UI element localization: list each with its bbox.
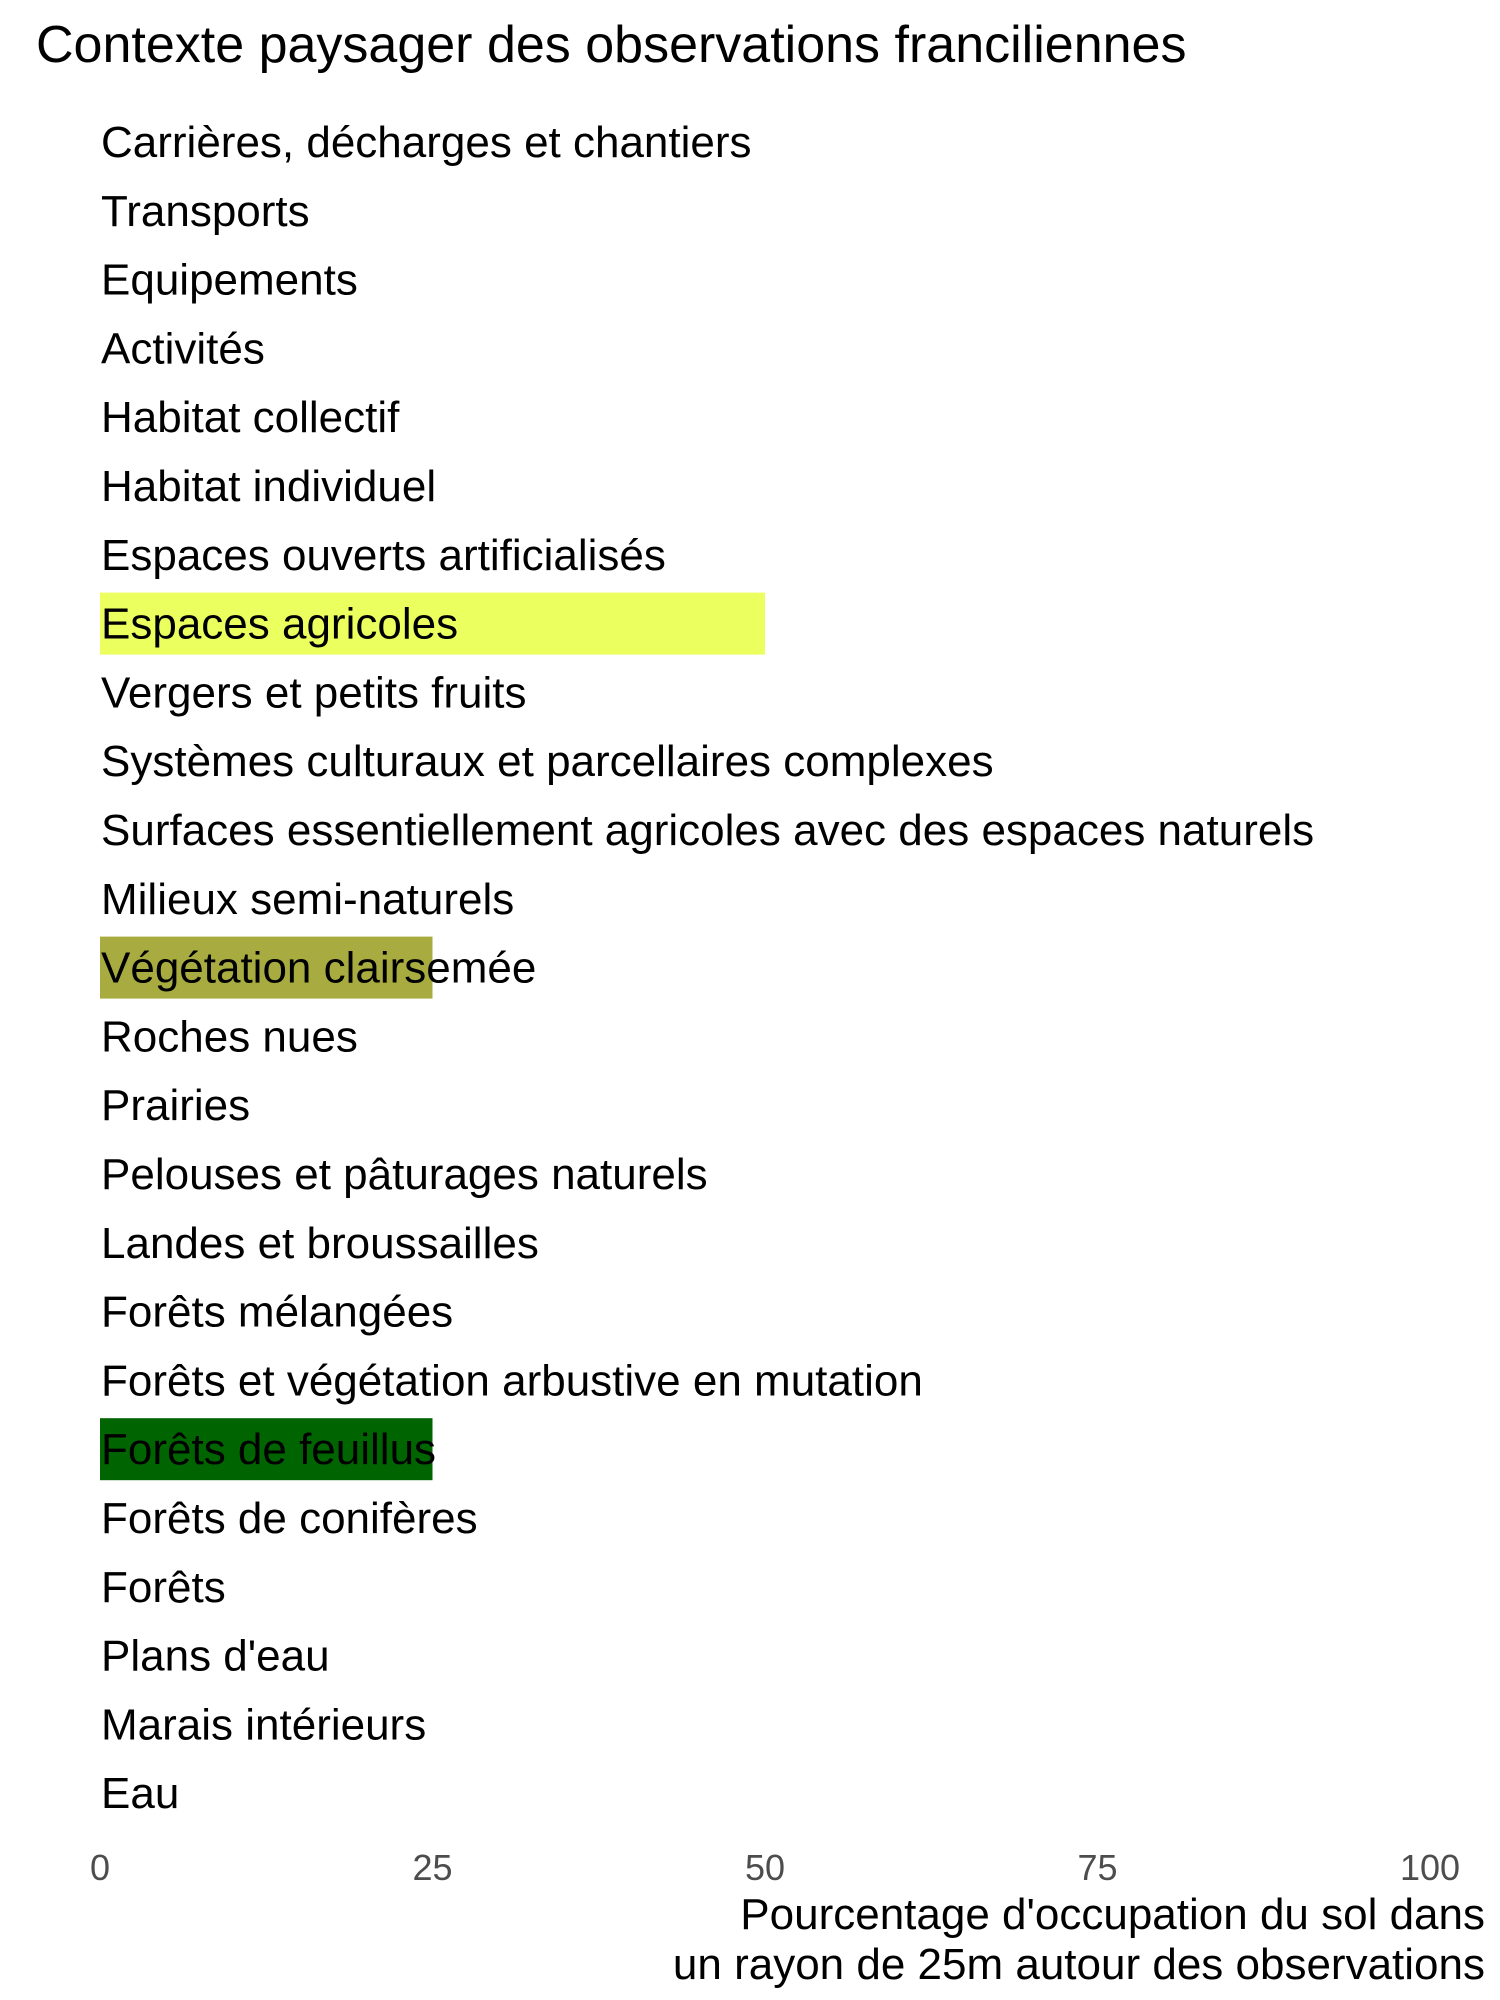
x-tick-label: 50 [744, 1847, 786, 1888]
x-axis-ticks [90, 1847, 1460, 1888]
category-label: Surfaces essentiellement agricoles avec des espaces naturels [101, 806, 1315, 855]
x-tick-label: 0 [89, 1847, 111, 1888]
category-label: Forêts de conifères [101, 1494, 478, 1543]
category-label: Prairies [101, 1081, 251, 1131]
category-label: Pelouses et pâturages naturels [101, 1150, 708, 1199]
category-label: Equipements [101, 255, 358, 305]
category-label: Plans d'eau [101, 1631, 330, 1681]
category-label: Milieux semi-naturels [101, 874, 515, 924]
category-label: Forêts et végétation arbustive en mutation [101, 1356, 923, 1406]
category-label: Forêts [101, 1562, 226, 1612]
category-label: Marais intérieurs [101, 1700, 427, 1750]
category-label: Espaces ouverts artificialisés [101, 530, 666, 580]
x-tick-label: 100 [1399, 1847, 1461, 1888]
x-tick-label: 25 [412, 1847, 453, 1888]
category-label: Habitat collectif [101, 393, 400, 443]
category-labels [101, 118, 1314, 1818]
chart-title: Contexte paysager des observations franciliennes [36, 16, 1187, 74]
x-axis-title-line-2: un rayon de 25m autour des observations [672, 1940, 1485, 1989]
category-label: Landes et broussailles [101, 1218, 539, 1268]
category-label: Carrières, décharges et chantiers [101, 118, 752, 167]
category-label: Forêts mélangées [101, 1287, 454, 1337]
category-label: Activités [101, 324, 265, 374]
category-label: Systèmes culturaux et parcellaires complexes [101, 737, 994, 787]
x-axis-title-line-1: Pourcentage d'occupation du sol dans [740, 1890, 1485, 1939]
category-label: Vergers et petits fruits [101, 668, 527, 718]
category-label: Espaces agricoles [101, 599, 459, 649]
category-label: Forêts de feuillus [101, 1425, 437, 1475]
category-label: Transports [101, 186, 310, 236]
category-label: Roches nues [101, 1012, 358, 1062]
category-label: Végétation clairsemée [101, 943, 537, 993]
category-label: Habitat individuel [101, 462, 437, 511]
x-tick-label: 75 [1077, 1847, 1118, 1888]
category-label: Eau [101, 1769, 180, 1819]
